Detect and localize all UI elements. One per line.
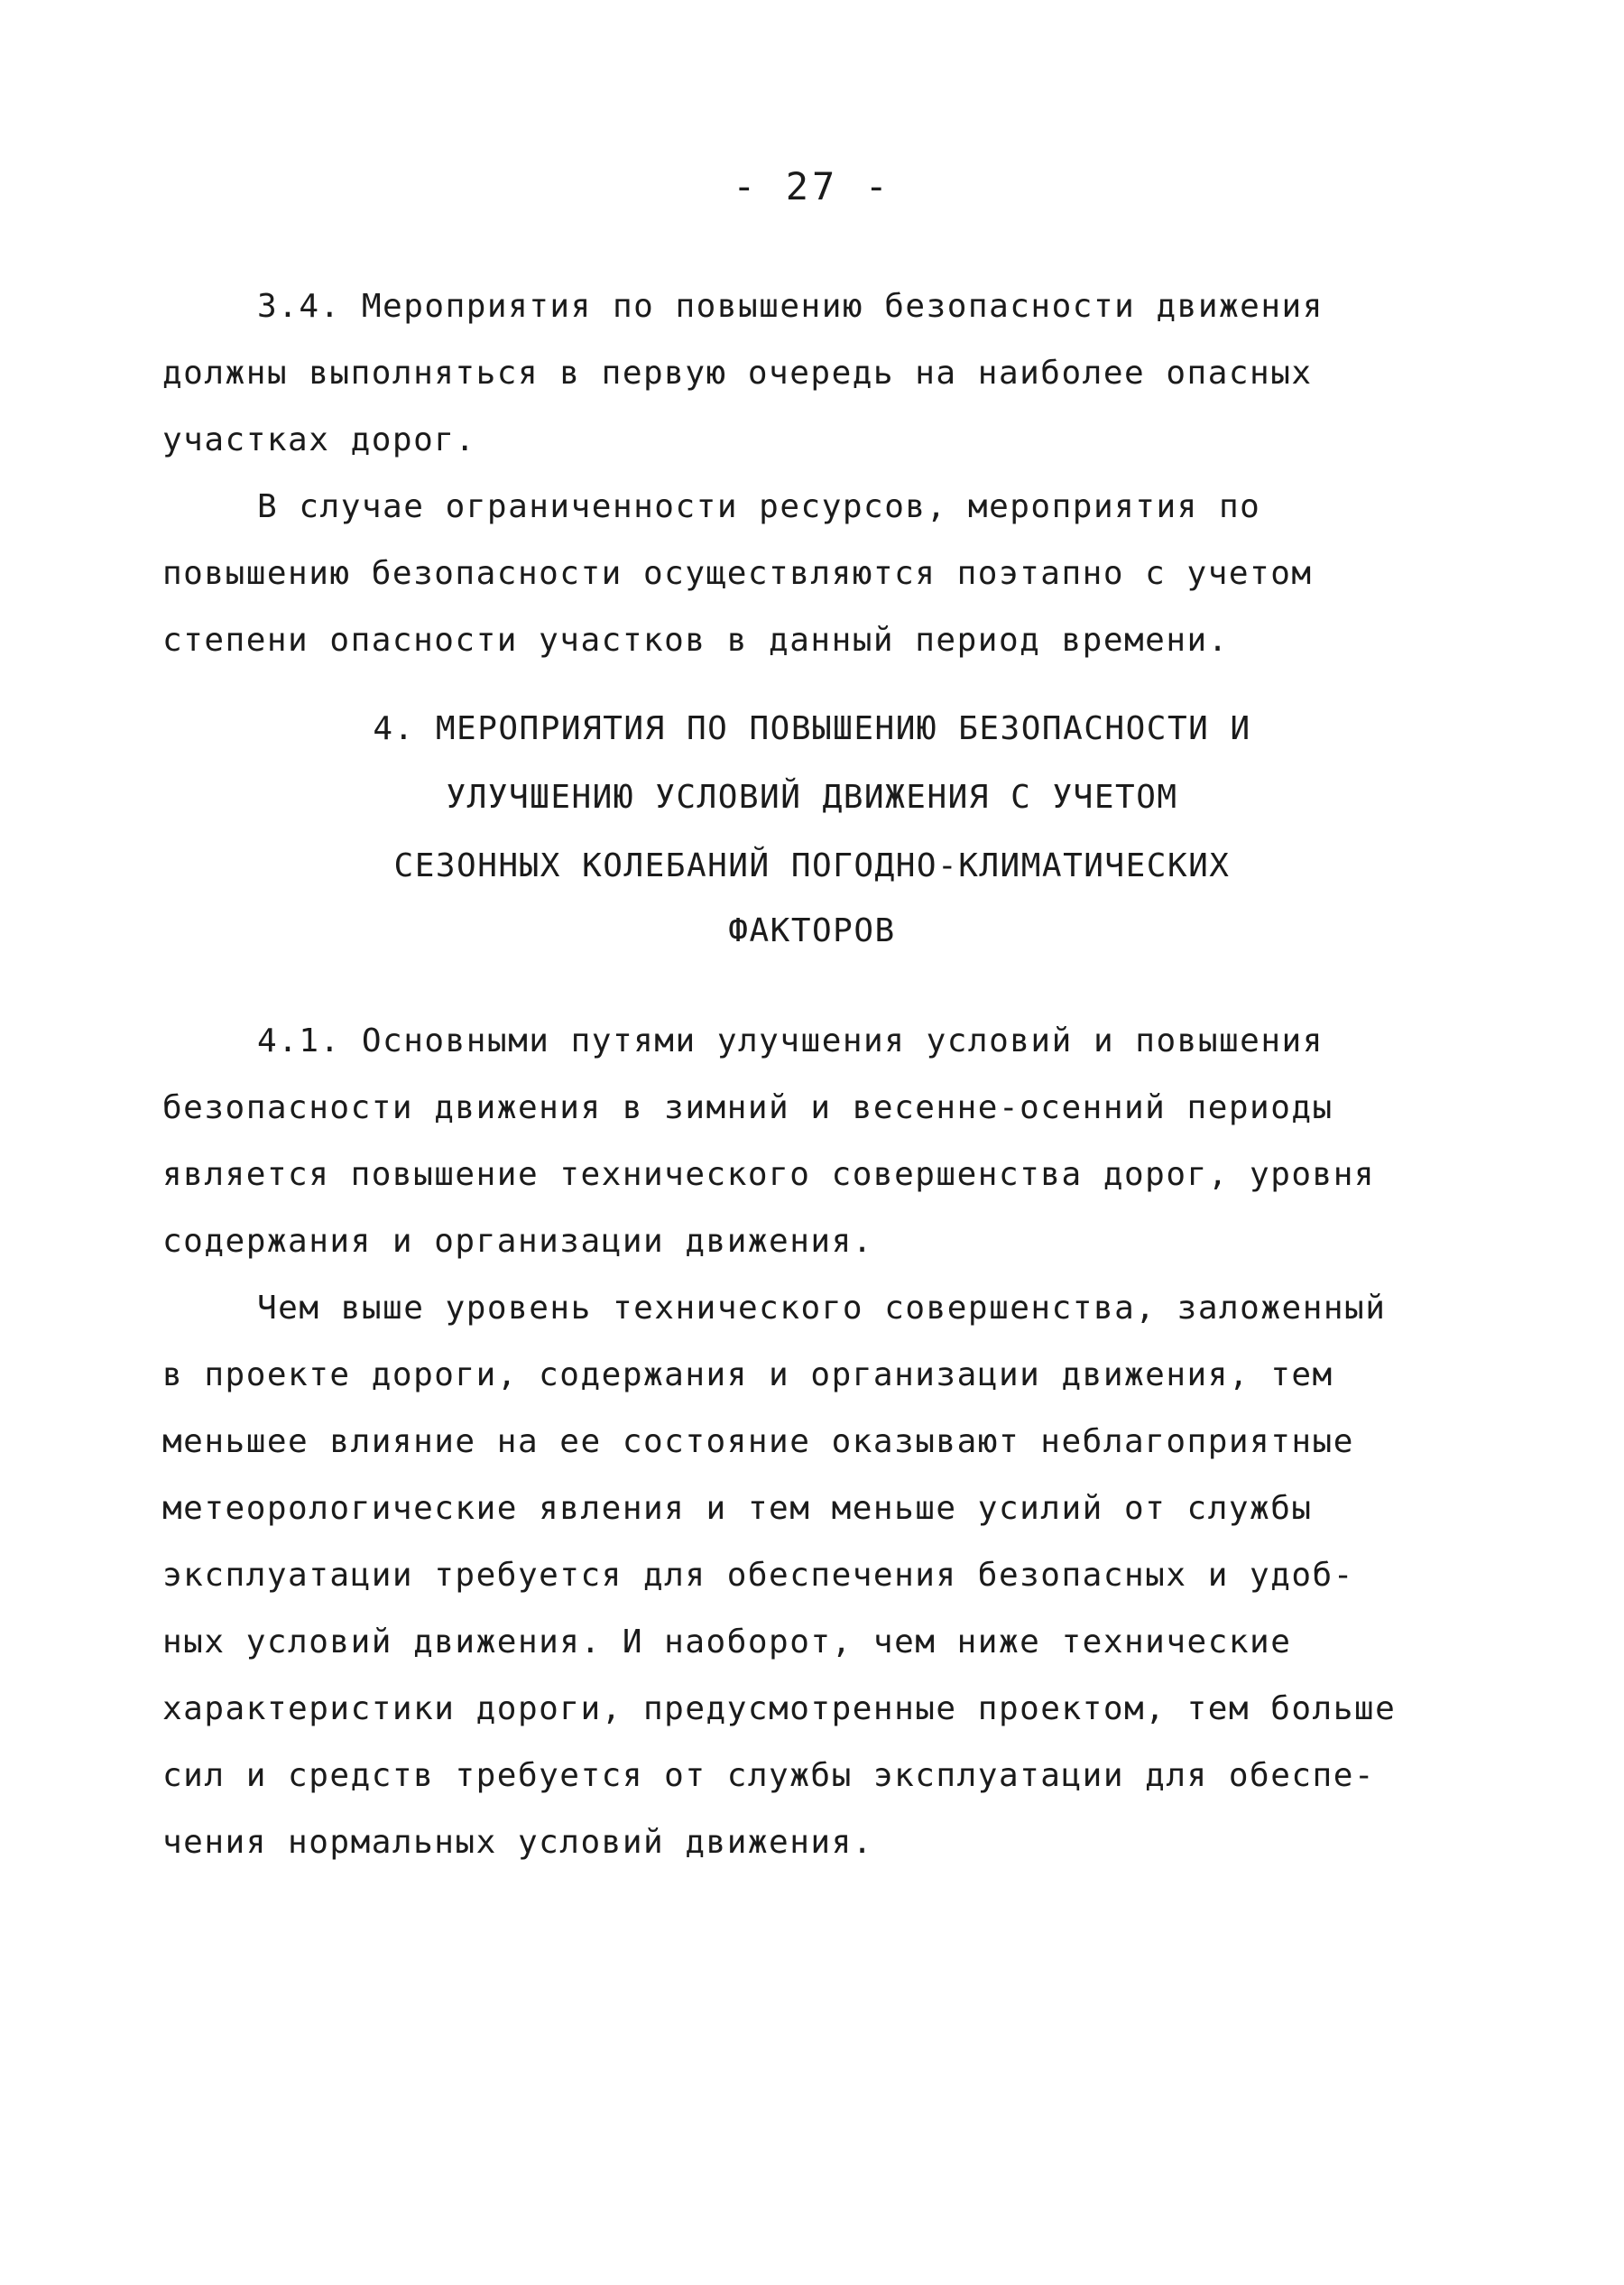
text-line: ных условий движения. И наоборот, чем ниже технические <box>162 1624 1292 1661</box>
text-line: Чем выше уровень технического совершенства, заложенный <box>257 1290 1387 1327</box>
text-line: чения нормальных условий движения. <box>162 1824 873 1861</box>
text-line: безопасности движения в зимний и весенне-осенний периоды <box>162 1089 1333 1126</box>
heading-line: 4. МЕРОПРИЯТИЯ ПО ПОВЫШЕНИЮ БЕЗОПАСНОСТИ И <box>373 710 1251 747</box>
text-line: сил и средств требуется от службы эксплуатации для обеспе- <box>162 1757 1376 1794</box>
text-line: степени опасности участков в данный период времени. <box>162 622 1229 659</box>
text-line: метеорологические явления и тем меньше усилий от службы <box>162 1490 1313 1527</box>
text-line: 3.4. Мероприятия по повышению безопасности движения <box>257 288 1324 325</box>
text-line: эксплуатации требуется для обеспечения безопасных и удоб- <box>162 1557 1354 1594</box>
heading-line: ФАКТОРОВ <box>728 912 896 949</box>
text-line: В случае ограниченности ресурсов, мероприятия по <box>257 488 1261 525</box>
text-line: в проекте дороги, содержания и организации движения, тем <box>162 1356 1333 1393</box>
text-line: 4.1. Основными путями улучшения условий и повышения <box>257 1022 1324 1059</box>
text-line: содержания и организации движения. <box>162 1223 873 1260</box>
text-line: характеристики дороги, предусмотренные проектом, тем больше <box>162 1690 1397 1727</box>
text-line: должны выполняться в первую очередь на наиболее опасных <box>162 355 1313 392</box>
text-line: является повышение технического совершенства дорог, уровня <box>162 1156 1376 1193</box>
page-number: - 27 - <box>733 164 891 208</box>
text-line: повышению безопасности осуществляются поэтапно с учетом <box>162 555 1313 592</box>
text-line: меньшее влияние на ее состояние оказывают неблагоприятные <box>162 1423 1354 1460</box>
heading-line: УЛУЧШЕНИЮ УСЛОВИЙ ДВИЖЕНИЯ С УЧЕТОМ <box>446 779 1178 816</box>
heading-line: СЕЗОННЫХ КОЛЕБАНИЙ ПОГОДНО-КЛИМАТИЧЕСКИХ <box>393 847 1231 884</box>
text-line: участках дорог. <box>162 421 476 458</box>
